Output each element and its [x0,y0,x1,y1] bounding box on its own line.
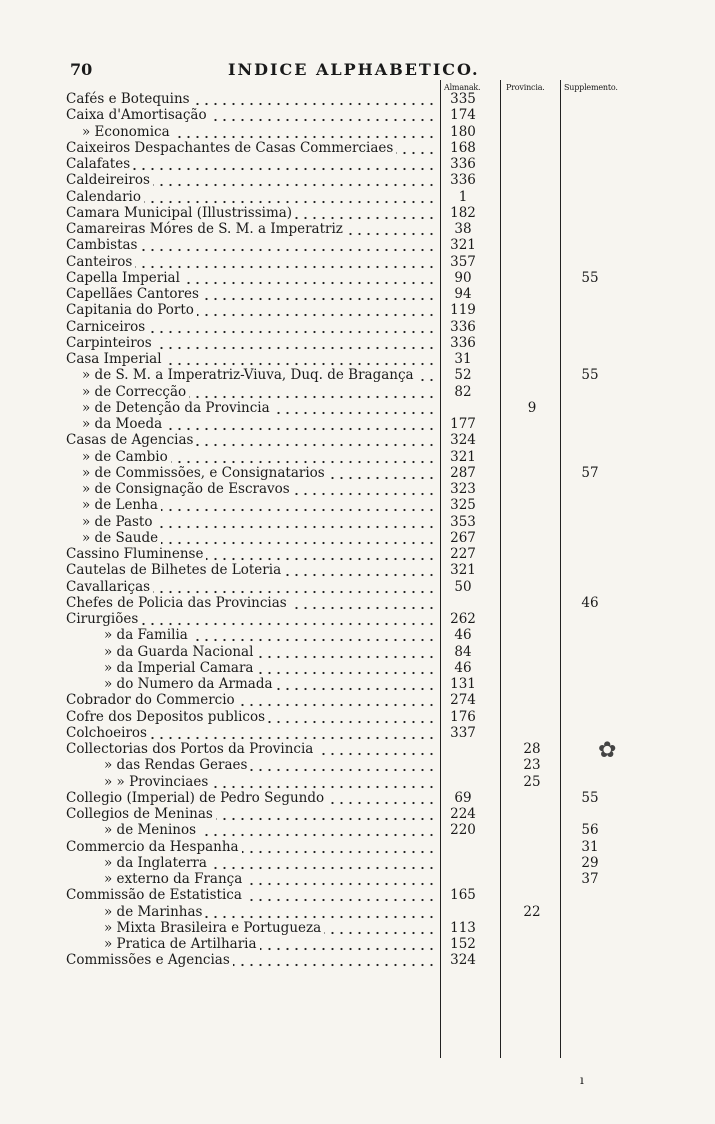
entry-name: Camara Municipal (Illustrissima) [66,205,436,221]
index-entry [66,189,686,205]
entry-almanak-page: 131 [450,676,476,692]
entry-almanak-page: 50 [454,578,472,595]
index-entry [66,254,686,270]
index-entry [66,627,686,643]
entry-name: Cobrador do Commercio [66,692,436,708]
index-entry [66,156,686,172]
entry-name: Carniceiros [66,319,436,335]
entry-name: Capitania do Porto [66,302,436,318]
entry-name: » de S. M. a Imperatriz-Viuva, Duq. de Bragança [82,367,436,383]
entry-provincia-page: 22 [523,903,541,920]
column-header-provincia: Provincia. [506,83,545,92]
entry-name: Collegios de Meninas [66,806,436,822]
entry-name: » externo da França [104,871,436,887]
index-entry [66,887,686,903]
entry-supplemento-page: 56 [581,822,599,839]
entry-name: » de Meninos [104,822,436,838]
entry-almanak-page: 46 [454,659,472,676]
entry-name: » de Consignação de Escravos [82,481,436,497]
entry-almanak-page: 323 [450,481,476,497]
index-entry [66,741,686,757]
index-entry [66,546,686,562]
fleuron-ornament: ✿ [598,738,617,763]
index-entry [66,221,686,237]
index-entry [66,904,686,920]
index-entry [66,270,686,286]
entry-almanak-page: 180 [450,123,476,140]
entry-supplemento-page: 55 [581,367,599,384]
entry-supplemento-page: 46 [581,594,599,611]
entry-almanak-page: 177 [450,416,476,432]
index-entry [66,416,686,432]
entry-name: » das Rendas Geraes [104,757,436,773]
index-entry [66,839,686,855]
entry-name: Commissão de Estatistica [66,887,436,903]
entry-name: » » Provinciaes [104,774,436,790]
entry-name: Caldeireiros [66,172,436,188]
index-entry [66,107,686,123]
index-entry [66,497,686,513]
entry-almanak-page: 220 [450,822,476,839]
index-entry [66,692,686,708]
index-entry [66,140,686,156]
entry-name: Casas de Agencias [66,432,436,448]
entry-name: » de Saude [82,530,436,546]
entry-almanak-page: 321 [450,237,476,254]
entry-almanak-page: 357 [450,253,476,270]
index-entry [66,855,686,871]
index-entry [66,205,686,221]
index-entry [66,319,686,335]
entry-almanak-page: 325 [450,497,476,514]
index-entry [66,400,686,416]
entry-supplemento-page: 29 [581,854,599,871]
entry-almanak-page: 227 [450,546,476,562]
entry-provincia-page: 23 [523,757,541,774]
entry-almanak-page: 90 [454,269,472,286]
entry-almanak-page: 321 [450,562,476,579]
entry-name: Caixa d'Amortisação [66,107,436,123]
entry-almanak-page: 69 [454,789,472,806]
entry-supplemento-page: 57 [581,464,599,481]
entry-almanak-page: 84 [454,643,472,660]
entry-almanak-page: 52 [454,367,472,384]
page-title: INDICE ALPHABETICO. [228,60,480,79]
entry-name: Cofre dos Depositos publicos [66,709,436,725]
entry-name: » Pratica de Artilharia [104,936,436,952]
entry-name: Commercio da Hespanha [66,839,436,855]
index-entry [66,384,686,400]
index-entry [66,725,686,741]
page-number: 70 [70,60,93,79]
entry-almanak-page: 113 [450,919,476,936]
index-entry [66,91,686,107]
index-entry [66,124,686,140]
index-entry [66,449,686,465]
entry-name: » de Pasto [82,514,436,530]
entry-name: Cirurgiões [66,611,436,627]
index-entry [66,579,686,595]
index-entry [66,806,686,822]
entry-name: » de Marinhas [104,904,436,920]
entry-almanak-page: 353 [450,513,476,530]
index-entry [66,237,686,253]
entry-almanak-page: 176 [450,708,476,725]
index-entry [66,432,686,448]
entry-almanak-page: 224 [450,806,476,822]
entry-name: » de Commissões, e Consignatarios [82,465,436,481]
entry-name: Cautelas de Bilhetes de Loteria [66,562,436,578]
entry-almanak-page: 152 [450,936,476,952]
entry-name: » do Numero da Armada [104,676,436,692]
entry-almanak-page: 46 [454,627,472,644]
entry-supplemento-page: 37 [581,871,599,887]
entry-name: Colchoeiros [66,725,436,741]
entry-name: Capellães Cantores [66,286,436,302]
entry-almanak-page: 31 [454,351,472,367]
index-entry [66,822,686,838]
entry-name: » de Cambio [82,449,436,465]
entry-almanak-page: 336 [450,172,476,189]
index-entry [66,757,686,773]
entry-name: Carpinteiros [66,335,436,351]
entry-name: Casa Imperial [66,351,436,367]
entry-supplemento-page: 55 [581,789,599,806]
entry-almanak-page: 82 [454,383,472,400]
index-entry [66,367,686,383]
entry-name: Canteiros [66,254,436,270]
footer-mark: ı [580,1073,584,1087]
entry-supplemento-page: 55 [581,269,599,286]
entry-almanak-page: 1 [458,188,468,205]
entry-name: » da Moeda [82,416,436,432]
entry-almanak-page: 174 [450,107,476,124]
column-header-almanak: Almanak. [444,83,481,92]
entry-name: » de Correcção [82,384,436,400]
index-entry [66,644,686,660]
entry-almanak-page: 324 [450,952,476,969]
index-entry [66,660,686,676]
entry-almanak-page: 267 [450,529,476,546]
entry-almanak-page: 335 [450,91,476,107]
entry-name: Cassino Fluminense [66,546,436,562]
entry-provincia-page: 9 [527,399,537,416]
index-entry [66,676,686,692]
index-entry [66,302,686,318]
entry-name: Camareiras Móres de S. M. a Imperatriz [66,221,436,237]
index-entry [66,335,686,351]
index-entry [66,514,686,530]
entry-almanak-page: 321 [450,448,476,465]
entry-name: » da Inglaterra [104,855,436,871]
index-entry [66,611,686,627]
index-entry [66,790,686,806]
entry-almanak-page: 94 [454,286,472,302]
index-entry [66,871,686,887]
entry-name: » Economica [82,124,436,140]
entry-almanak-page: 274 [450,692,476,709]
entry-almanak-page: 336 [450,318,476,335]
entry-almanak-page: 337 [450,724,476,741]
entry-name: » Mixta Brasileira e Portugueza [104,920,436,936]
entry-almanak-page: 38 [454,221,472,237]
entry-name: Commissões e Agencias [66,952,436,968]
entry-almanak-page: 182 [450,204,476,221]
entry-name: Caixeiros Despachantes de Casas Commerciaes [66,140,436,156]
column-header-supplemento: Supplemento. [564,83,618,92]
entry-almanak-page: 336 [450,334,476,351]
entry-name: » da Guarda Nacional [104,644,436,660]
index-entry [66,774,686,790]
entry-name: Chefes de Policia das Provincias [66,595,436,611]
entry-provincia-page: 28 [523,741,541,757]
entry-name: » de Lenha [82,497,436,513]
entry-almanak-page: 287 [450,464,476,481]
index-entry [66,920,686,936]
entry-almanak-page: 168 [450,139,476,156]
index-entry [66,709,686,725]
entry-name: » de Detenção da Provincia [82,400,436,416]
entry-name: Collectorias dos Portos da Provincia [66,741,436,757]
entry-name: Cafés e Botequins [66,91,436,107]
index-entry [66,595,686,611]
index-entry [66,286,686,302]
index-entry [66,530,686,546]
index-entry [66,936,686,952]
entry-name: » da Familia [104,627,436,643]
entry-provincia-page: 25 [523,773,541,790]
index-entry [66,562,686,578]
entry-almanak-page: 324 [450,432,476,449]
entry-almanak-page: 119 [450,302,476,319]
entry-name: » da Imperial Camara [104,660,436,676]
index-entry [66,351,686,367]
index-entry [66,172,686,188]
entry-name: Calafates [66,156,436,172]
entry-name: Capella Imperial [66,270,436,286]
entry-name: Cambistas [66,237,436,253]
entry-name: Collegio (Imperial) de Pedro Segundo [66,790,436,806]
entry-supplemento-page: 31 [581,838,599,855]
entry-almanak-page: 336 [450,156,476,172]
index-rows [66,91,686,969]
index-entry [66,465,686,481]
index-entry [66,481,686,497]
entry-almanak-page: 165 [450,887,476,904]
entry-name: Cavallariças [66,579,436,595]
index-entry [66,952,686,968]
entry-name: Calendario [66,189,436,205]
entry-almanak-page: 262 [450,611,476,627]
